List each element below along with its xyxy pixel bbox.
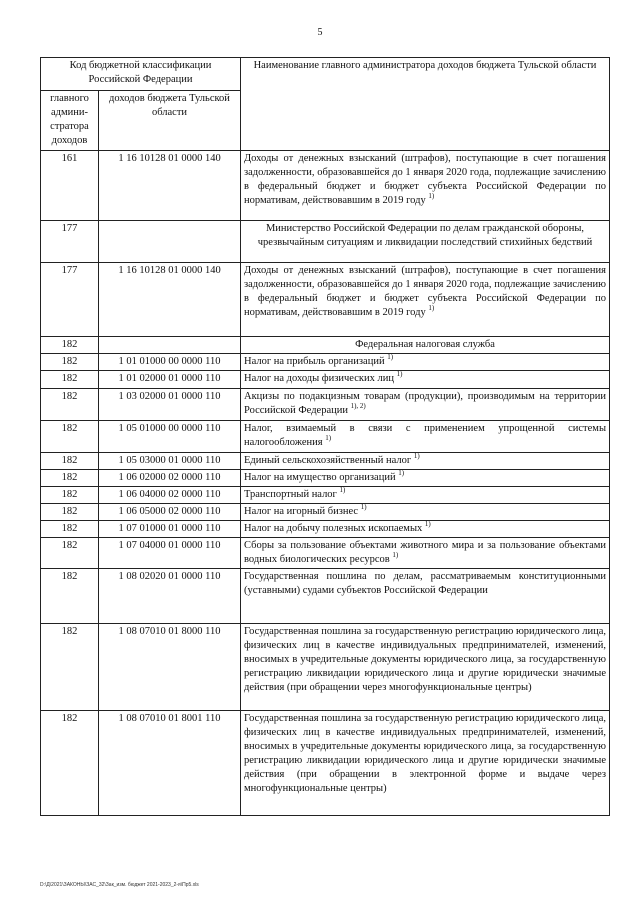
income-code-cell: [99, 221, 241, 263]
income-code-cell: 1 01 02000 01 0000 110: [99, 371, 241, 389]
income-name-cell: [241, 538, 610, 569]
admin-code-cell: 182: [41, 624, 99, 711]
admin-code-cell: 177: [41, 263, 99, 337]
income-name-text: Доходы от денежных взысканий (штрафов), поступающие в счет погашения задолженности, образовавшейся до 1 января 2020 года, подлежащие зачислению в федеральный бюджет и бюджет субъекта Российской Федерации по нормативам, действовавшим в 2019 году: [244, 265, 606, 318]
income-name-text: Налог на игорный бизнес: [244, 506, 359, 517]
admin-code-cell: 182: [41, 504, 99, 521]
income-name-text: Налог на доходы физических лиц: [244, 373, 394, 384]
income-name-text: Единый сельскохозяйственный налог: [244, 455, 412, 466]
budget-classification-table: [40, 57, 610, 816]
footnote-marker: 1): [413, 451, 420, 460]
footnote-marker: 1): [398, 468, 405, 477]
admin-code-cell: 182: [41, 371, 99, 389]
income-name-cell: [241, 521, 610, 538]
admin-code-cell: 182: [41, 470, 99, 487]
header-budget-income: доходов бюджета Тульской области: [99, 91, 241, 151]
header-code-group: Код бюджетной классификации Российской Федерации: [41, 58, 241, 91]
income-name-cell: [241, 354, 610, 371]
income-code-cell: 1 08 07010 01 8001 110: [99, 711, 241, 816]
admin-code-cell: 182: [41, 337, 99, 354]
admin-code-cell: 182: [41, 711, 99, 816]
footnote-marker: 1): [339, 485, 346, 494]
income-code-cell: 1 16 10128 01 0000 140: [99, 151, 241, 221]
admin-code-cell: 182: [41, 487, 99, 504]
admin-code-cell: 177: [41, 221, 99, 263]
footnote-marker: 1): [428, 303, 435, 312]
income-name-cell: [241, 151, 610, 221]
admin-code-cell: 182: [41, 453, 99, 470]
income-name-text: Налог на прибыль организаций: [244, 356, 385, 367]
income-name-cell: [241, 453, 610, 470]
income-name-cell: [241, 221, 610, 263]
table-row: [41, 711, 610, 816]
header-admin-name: Наименование главного администратора доходов бюджета Тульской области: [241, 58, 610, 151]
footnote-marker: 1): [428, 191, 435, 200]
footnote-marker: 1), 2): [350, 401, 366, 410]
income-code-cell: 1 06 02000 02 0000 110: [99, 470, 241, 487]
income-code-cell: 1 07 04000 01 0000 110: [99, 538, 241, 569]
admin-code-cell: 182: [41, 538, 99, 569]
income-code-cell: 1 06 04000 02 0000 110: [99, 487, 241, 504]
income-name-cell: [241, 389, 610, 421]
footnote-marker: 1): [392, 550, 399, 559]
income-name-text: Государственная пошлина по делам, рассматриваемым конституционными (уставными) судами субъектов Российской Федерации: [244, 571, 606, 596]
income-name-text: Сборы за пользование объектами животного мира и за пользование объектами водных биологических ресурсов: [244, 540, 606, 565]
table-row: [41, 453, 610, 470]
income-name-text: Транспортный налог: [244, 489, 337, 500]
income-code-cell: [99, 337, 241, 354]
admin-code-cell: 182: [41, 389, 99, 421]
footnote-marker: 1): [396, 369, 403, 378]
income-name-text: Государственная пошлина за государственную регистрацию юридического лица, физических лиц в качестве индивидуальных предпринимателей, изменений, вносимых в учредительные документы юридического лица, за государственную регистрацию ликвидации юридического лица и другие юридически значимые действия (при обращении в электронной форме и выдаче через многофункциональные центры): [244, 713, 606, 794]
income-code-cell: 1 07 01000 01 0000 110: [99, 521, 241, 538]
income-name-cell: [241, 624, 610, 711]
income-name-text: Федеральная налоговая служба: [355, 339, 495, 350]
header-main-admin: главного админи-стратора доходов: [41, 91, 99, 151]
admin-code-cell: 182: [41, 421, 99, 453]
income-code-cell: 1 05 03000 01 0000 110: [99, 453, 241, 470]
footnote-marker: 1): [387, 352, 394, 361]
table-body: [41, 151, 610, 816]
admin-code-cell: 161: [41, 151, 99, 221]
income-name-cell: [241, 711, 610, 816]
table-row-administrator: [41, 337, 610, 354]
table-row-administrator: [41, 221, 610, 263]
income-name-cell: [241, 487, 610, 504]
income-name-cell: [241, 263, 610, 337]
income-name-text: Налог, взимаемый в связи с применением упрощенной системы налогообложения: [244, 423, 606, 448]
admin-code-cell: 182: [41, 354, 99, 371]
table-row: [41, 538, 610, 569]
income-code-cell: 1 03 02000 01 0000 110: [99, 389, 241, 421]
table-row: [41, 371, 610, 389]
footnote-marker: 1): [360, 502, 367, 511]
page-number: 5: [317, 27, 323, 38]
table-row: [41, 263, 610, 337]
income-code-cell: 1 08 02020 01 0000 110: [99, 569, 241, 624]
table-row: [41, 624, 610, 711]
income-name-cell: [241, 470, 610, 487]
table-row: [41, 470, 610, 487]
table-row: [41, 389, 610, 421]
table-row: [41, 354, 610, 371]
footnote-marker: 1): [325, 433, 332, 442]
income-name-cell: [241, 371, 610, 389]
income-code-cell: 1 16 10128 01 0000 140: [99, 263, 241, 337]
income-name-text: Налог на имущество организаций: [244, 472, 396, 483]
footer-file-path: D:\Д\2021\ЗАКОНЫ\ЗАС_32\Зак_изм. бюджет 2021-2023_2-я\Пр5.xls: [40, 882, 199, 888]
income-code-cell: 1 06 05000 02 0000 110: [99, 504, 241, 521]
table-row: [41, 421, 610, 453]
income-name-cell: [241, 569, 610, 624]
table-row: [41, 504, 610, 521]
income-code-cell: 1 01 01000 00 0000 110: [99, 354, 241, 371]
income-code-cell: 1 08 07010 01 8000 110: [99, 624, 241, 711]
income-name-text: Акцизы по подакцизным товарам (продукции), производимым на территории Российской Федерации: [244, 391, 606, 416]
income-name-cell: [241, 504, 610, 521]
income-name-cell: [241, 337, 610, 354]
income-name-text: Министерство Российской Федерации по делам гражданской обороны, чрезвычайным ситуациям и ликвидации последствий стихийных бедствий: [257, 223, 593, 248]
table-row: [41, 569, 610, 624]
table-row: [41, 151, 610, 221]
admin-code-cell: 182: [41, 569, 99, 624]
income-name-text: Государственная пошлина за государственную регистрацию юридического лица, физических лиц в качестве индивидуальных предпринимателей, изменений, вносимых в учредительные документы юридического лица, за государственную регистрацию ликвидации юридического лица и другие юридически значимые действия (при обращении через многофункциональные центры): [244, 626, 606, 693]
admin-code-cell: 182: [41, 521, 99, 538]
income-code-cell: 1 05 01000 00 0000 110: [99, 421, 241, 453]
table-row: [41, 487, 610, 504]
table-row: [41, 521, 610, 538]
income-name-text: Доходы от денежных взысканий (штрафов), поступающие в счет погашения задолженности, образовавшейся до 1 января 2020 года, подлежащие зачислению в федеральный бюджет и бюджет субъекта Российской Федерации по нормативам, действовавшим в 2019 году: [244, 153, 606, 206]
footnote-marker: 1): [424, 519, 431, 528]
income-name-text: Налог на добычу полезных ископаемых: [244, 523, 423, 534]
income-name-cell: [241, 421, 610, 453]
